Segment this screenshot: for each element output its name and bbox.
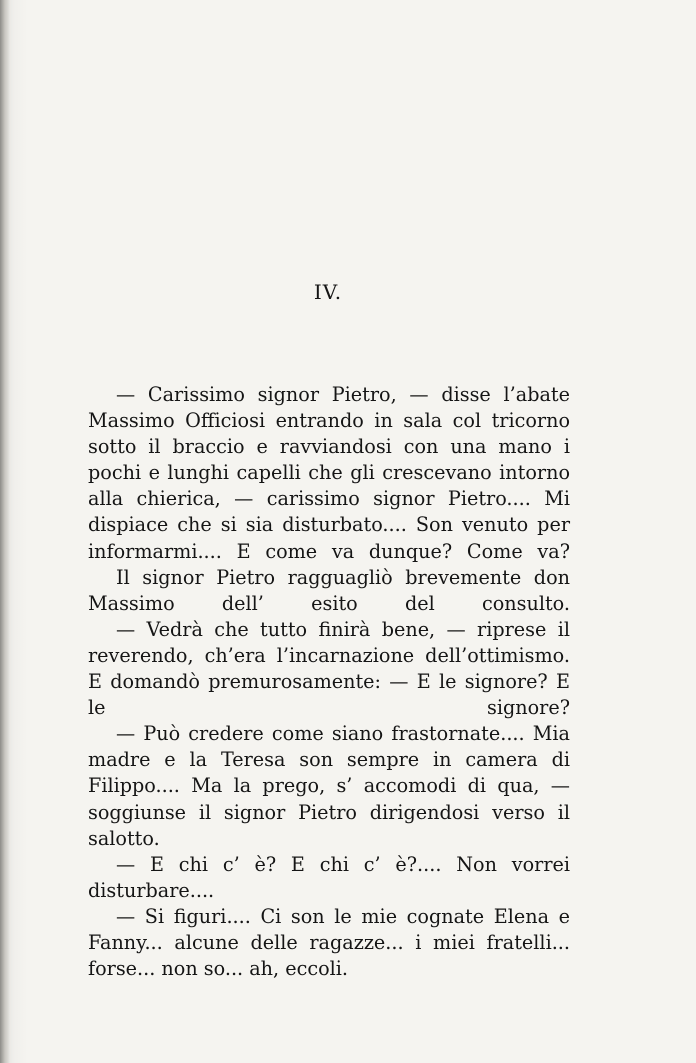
paragraph-6: — Si figuri.... Ci son le mie cognate Elena e Fanny... alcune delle ragazze... i miei fratelli... forse... non so... ah, eccoli. xyxy=(88,904,570,981)
paragraph-1: — Carissimo signor Pietro, — disse l’abate Massimo Officiosi entrando in sala col tricorno sotto il braccio e ravviandosi con una mano i pochi e lunghi capelli che gli crescevano intorno alla chierica, — carissimo signor Pietro.... Mi dispiace che si sia disturbato.... Son venuto per informarmi.... E come va dunque? Come va? xyxy=(88,383,570,563)
page-binding-shadow xyxy=(0,0,10,1063)
paragraph-2: Il signor Pietro ragguagliò brevemente don Massimo dell’ esito del consulto. xyxy=(88,565,570,615)
chapter-text xyxy=(88,382,570,982)
paragraph-3: — Vedrà che tutto finirà bene, — riprese il reverendo, ch’era l’incarnazione dell’ottimismo. E domandò premurosamente: — E le signore? E le signore? xyxy=(88,617,570,720)
paragraph-5: — E chi c’ è? E chi c’ è?.... Non vorrei disturbare.... xyxy=(88,852,570,902)
paragraph-4: — Può credere come siano frastornate.... Mia madre e la Teresa son sempre in camera di Filippo.... Ma la prego, s’ accomodi di qua, — soggiunse il signor Pietro dirigendosi verso il salotto. xyxy=(88,722,570,850)
chapter-heading: IV. xyxy=(313,280,343,304)
